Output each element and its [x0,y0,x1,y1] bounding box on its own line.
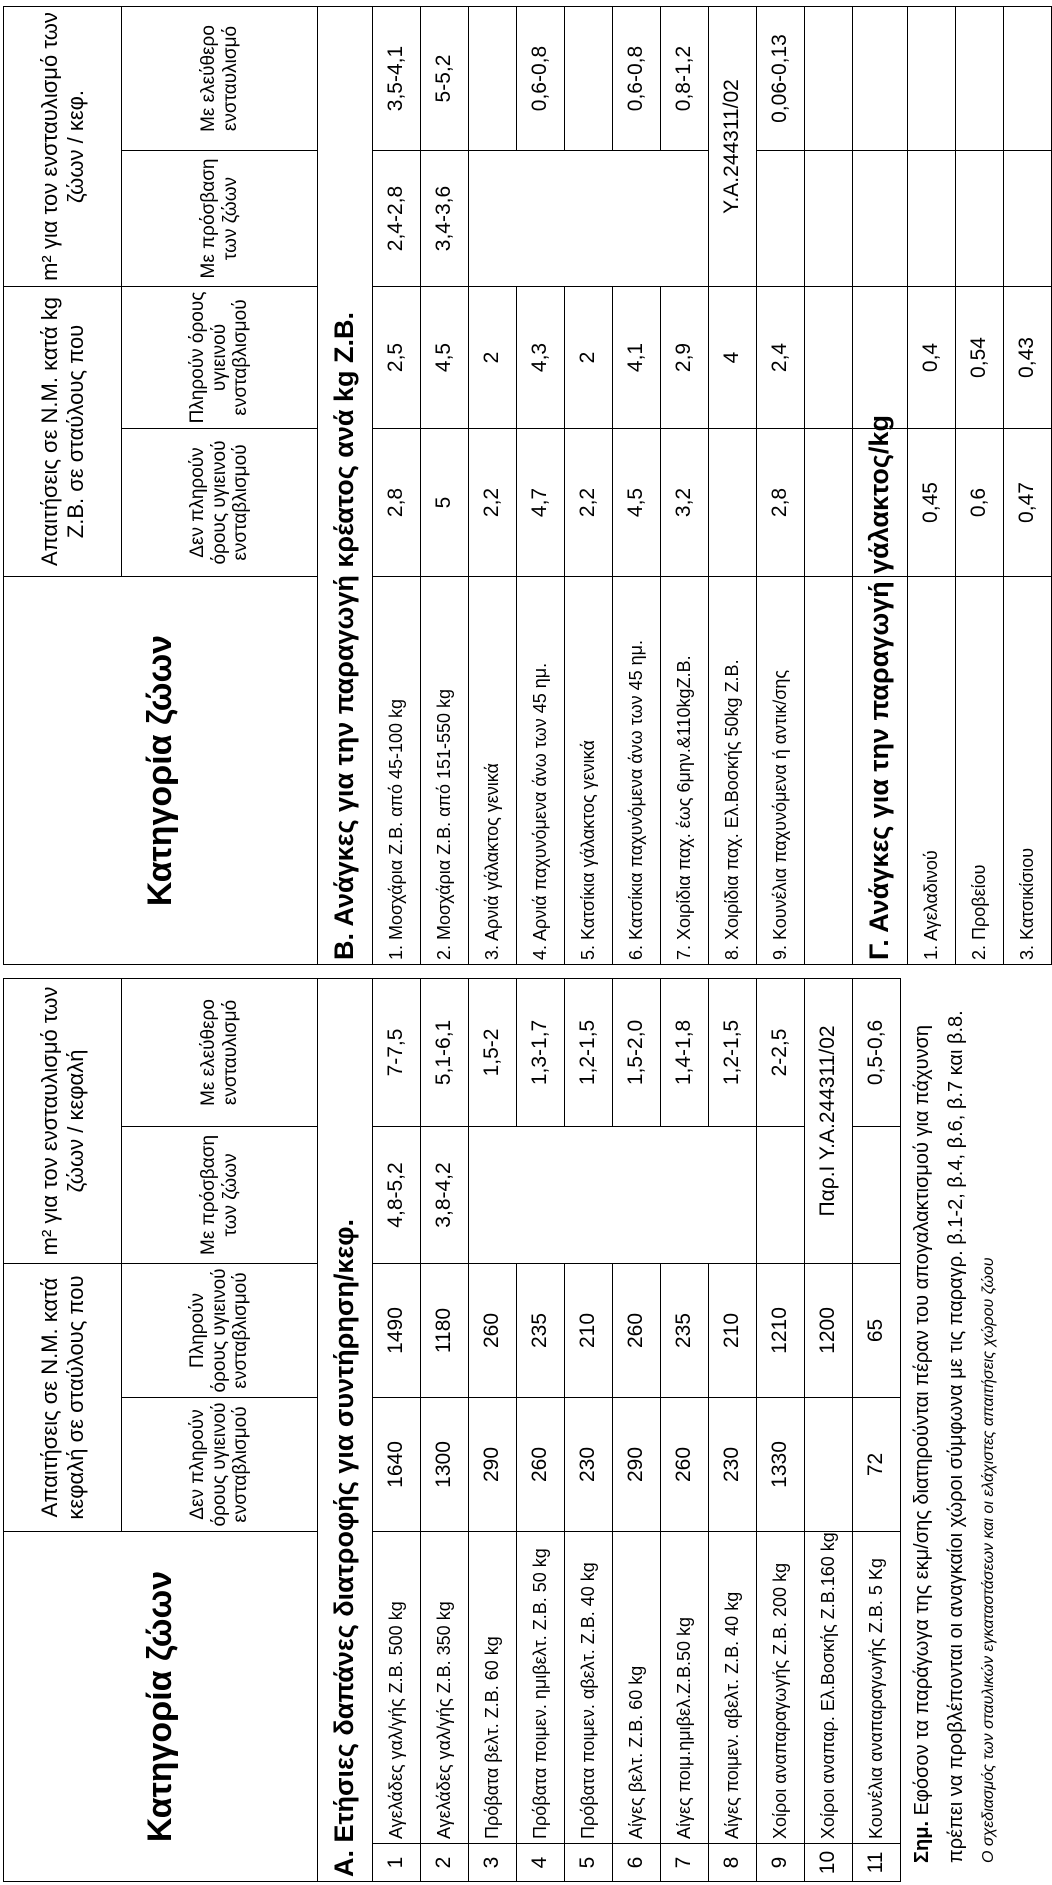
row-value: 1490 [373,1263,421,1397]
table-a [3,978,901,1882]
row-value: 7-7,5 [373,978,421,1126]
row-number: 8 [709,1844,757,1882]
row-value: 4 [709,287,757,429]
row-value: 2,4 [757,287,805,429]
table-row [565,978,613,1881]
header-feed-access: Με πρόσβαση των ζώων [122,151,318,287]
row-category: 5. Κατσίκια γάλακτος γενικά [565,577,613,965]
row-value: 0,06-0,13 [757,7,805,151]
table-row [421,978,469,1881]
footer-caption: Ο σχεδιασμός των σταυλικών εγκαταστάσεων και οι ελάχιστες απαιτήσεις χώρου ζώου [980,1257,997,1863]
table-row [421,7,469,965]
row-category: Αίγες ποιμεν. αβελτ. Ζ.Β. 40 kg [709,1531,757,1843]
header-category: Κατηγορία ζώων [4,577,318,965]
table-row [908,7,956,965]
row-category: 9. Κουνέλια παχυνόμενα ή αντικ/σης [757,577,805,965]
row-value: 2 [565,287,613,429]
row-value [757,151,805,287]
row-value: 290 [469,1397,517,1531]
table-row [613,7,661,965]
note [905,983,973,1863]
table-row [373,978,421,1881]
row-number: 11 [853,1844,901,1882]
table-row [709,978,757,1881]
row-number: 3 [469,1844,517,1882]
row-value: 290 [613,1397,661,1531]
row-category: Πρόβατα βελτ. Ζ.Β. 60 kg [469,1531,517,1843]
row-category: 3. Κατσικίσιου [1004,577,1052,965]
reference-ya: Παρ.Ι Υ.Α.244311/02 [805,978,853,1263]
row-value: 1,4-1,8 [661,978,709,1126]
row-value: 0,6-0,8 [613,7,661,151]
header-space: m² για τον ενσταυλισμό των ζώων / κεφαλή [4,978,122,1263]
header-category: Κατηγορία ζώων [4,1531,318,1881]
row-value: 4,7 [517,429,565,577]
section-a-title: Α. Ετήσιες δαπάνες διατροφής για συντήρηση/κεφ. [318,978,373,1881]
header-silage: Πληρούν όρους υγιεινού ενσταβλισμού [122,287,318,429]
table-row [757,978,805,1881]
row-value [853,1126,901,1263]
row-value: 210 [709,1263,757,1397]
row-value: 1330 [757,1397,805,1531]
row-value: 1,5-2 [469,978,517,1126]
header-free-housing: Με ελεύθερο ενσταυλισμό [122,978,318,1126]
row-value: 1,5-2,0 [613,978,661,1126]
row-value: 0,47 [1004,429,1052,577]
row-value: 0,5-0,6 [853,978,901,1126]
table-row [956,7,1004,965]
section-b-title: Β. Ανάγκες για την παραγωγή κρέατος ανά kg Ζ.Β. [318,7,373,965]
row-number: 9 [757,1844,805,1882]
row-category: 1. Αγελαδινού [908,577,956,965]
row-category: Χοίροι αναπαρ. Ελ.Βοσκής Ζ.Β.160 kg [805,1531,853,1843]
row-value: 2,5 [373,287,421,429]
header-no-silage: Δεν πληρούν όρους υγιεινού ενσταβλισμού [122,1397,318,1531]
row-value: 260 [469,1263,517,1397]
row-value: 4,1 [613,287,661,429]
header-requirements: Απαιτήσεις σε Ν.Μ. κατά kg Ζ.Β. σε σταύλους που [4,287,122,577]
row-value: 2,2 [565,429,613,577]
row-category: Χοίροι αναπαραγωγής Ζ.Β. 200 kg [757,1531,805,1843]
table-row [757,7,805,965]
row-value: 0,8-1,2 [661,7,709,151]
row-category: 4. Αρνιά παχυνόμενα άνω των 45 ημ. [517,577,565,965]
row-number: 7 [661,1844,709,1882]
row-value: 4,5 [421,287,469,429]
table-row [853,978,901,1881]
row-value: 2-2,5 [757,978,805,1126]
section-c-title: Γ. Ανάγκες για την παραγωγή γάλακτος/kg [853,577,908,965]
row-value: 3,4-3,6 [421,151,469,287]
row-value [805,1397,853,1531]
row-value: 1640 [373,1397,421,1531]
row-value: 1300 [421,1397,469,1531]
row-value: 1200 [805,1263,853,1397]
row-value: 1,2-1,5 [709,978,757,1126]
note-text: Εφόσον τα παράγωγα της εκμ/σης διατηρούνται πέραν του απογαλακτισμού για πάχυνση πρέπει να προβλέπονται οι αναγκαίοι χώροι σύμφωνα με τις παραγρ. β.1-2, β.4, β.6, β.7 και β.8. [911,1010,967,1863]
row-category: Αίγες βελτ. Ζ.Β. 60 kg [613,1531,661,1843]
row-category: Πρόβατα ποιμεν. αβελτ. Ζ.Β. 40 kg [565,1531,613,1843]
row-value: 2,9 [661,287,709,429]
header-requirements: Απαιτήσεις σε Ν.Μ. κατά κεφαλή σε σταύλους που [4,1263,122,1531]
row-value: 3,5-4,1 [373,7,421,151]
row-value: 65 [853,1263,901,1397]
row-category: 8. Χοιρίδια παχ. Ελ.Βοσκής 50kg Ζ.Β. [709,577,757,965]
row-value: 2 [469,287,517,429]
table-row [517,978,565,1881]
table-row [565,7,613,965]
row-value: 5 [421,429,469,577]
table-row [805,978,853,1881]
row-value: 2,8 [757,429,805,577]
row-category: Αίγες ποιμ.ημιβελ.Ζ.Β.50 kg [661,1531,709,1843]
row-value: 1210 [757,1263,805,1397]
row-category: Αγελάδες γαλ/γής Ζ.Β. 500 kg [373,1531,421,1843]
row-value: 0,45 [908,429,956,577]
header-no-silage: Δεν πληρούν όρους υγιεινού ενσταβλισμού [122,429,318,577]
row-value: 2,4-2,8 [373,151,421,287]
row-value [757,1126,805,1263]
row-value: 5,1-6,1 [421,978,469,1126]
row-value: 230 [709,1397,757,1531]
row-number: 1 [373,1844,421,1882]
table-row [373,7,421,965]
reference-ya: Υ.Α.244311/02 [709,7,757,287]
row-number: 4 [517,1844,565,1882]
row-value: 4,3 [517,287,565,429]
row-value: 210 [565,1263,613,1397]
table-row [469,7,517,965]
row-number: 2 [421,1844,469,1882]
row-category: 6. Κατσίκια παχυνόμενα άνω των 45 ημ. [613,577,661,965]
table-row [613,978,661,1881]
row-number: 6 [613,1844,661,1882]
row-value: 260 [661,1397,709,1531]
row-value: 0,6 [956,429,1004,577]
row-value: 260 [613,1263,661,1397]
row-category: 2. Μοσχάρια Ζ.Β. από 151-550 kg [421,577,469,965]
row-value: 5-5,2 [421,7,469,151]
header-silage: Πληρούν όρους υγιεινού ενσταβλισμού [122,1263,318,1397]
row-category: Αγελάδες γαλ/γής Ζ.Β. 350 kg [421,1531,469,1843]
row-category: 3. Αρνιά γάλακτος γενικά [469,577,517,965]
row-value: 235 [661,1263,709,1397]
table-bc [3,6,1052,965]
row-value: 4,5 [613,429,661,577]
row-value: 3,2 [661,429,709,577]
header-free-housing: Με ελεύθερο ενσταυλισμό [122,7,318,151]
blank-row [805,7,853,965]
row-value [565,7,613,151]
row-value [709,429,757,577]
header-space: m² για τον ενσταυλισμό των ζώων / κεφ. [4,7,122,287]
row-value: 0,6-0,8 [517,7,565,151]
row-category: 1. Μοσχάρια Ζ.Β. από 45-100 kg [373,577,421,965]
row-number: 5 [565,1844,613,1882]
space-feed-empty [469,1126,757,1263]
row-value: 2,2 [469,429,517,577]
table-row [1004,7,1052,965]
row-value: 0,43 [1004,287,1052,429]
table-row [709,7,757,965]
row-category: 7. Χοιρίδια παχ. έως 6μην.&110kgΖ.Β. [661,577,709,965]
row-value: 4,8-5,2 [373,1126,421,1263]
row-value: 1,2-1,5 [565,978,613,1126]
row-value: 2,8 [373,429,421,577]
row-value: 0,54 [956,287,1004,429]
row-value: 230 [565,1397,613,1531]
space-feed-empty [469,151,709,287]
row-category: Κουνέλια αναπαραγωγής Ζ.Β. 5 Kg [853,1531,901,1843]
row-value: 235 [517,1263,565,1397]
table-row [469,978,517,1881]
table-row [661,7,709,965]
row-value: 1180 [421,1263,469,1397]
row-value: 260 [517,1397,565,1531]
row-value: 3,8-4,2 [421,1126,469,1263]
row-value: 1,3-1,7 [517,978,565,1126]
note-label: Σημ. [911,1820,933,1863]
row-value: 72 [853,1397,901,1531]
row-number: 10 [805,1844,853,1882]
header-feed-access: Με πρόσβαση των ζώων [122,1126,318,1263]
row-category: Πρόβατα ποιμεν. ημιβελτ. Ζ.Β. 50 kg [517,1531,565,1843]
row-value: 0,4 [908,287,956,429]
table-row [661,978,709,1881]
row-value [469,7,517,151]
row-category: 2. Προβείου [956,577,1004,965]
table-row [517,7,565,965]
